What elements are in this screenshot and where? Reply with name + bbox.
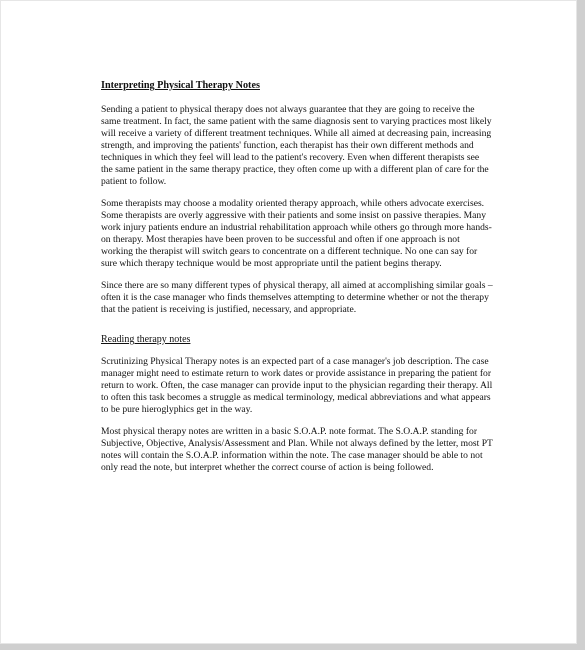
paragraph-3: Since there are so many different types of physical therapy, all aimed at accomplishing similar goals – often it is the case manager who finds themselves attempting to determine whether or not the therapy that the patient is receiving is justified, necessary, and appropriate.	[101, 280, 493, 315]
paragraph-4: Scrutinizing Physical Therapy notes is an expected part of a case manager's job description. The case manager might need to estimate return to work dates or provide assistance in preparing the patient for return to work. Often, the case manager can provide input to the physician regarding their therapy. All to often this task becomes a struggle as medical terminology, medical abbreviations and what appears to be pure hieroglyphics get in the way.	[101, 356, 493, 415]
document-content	[101, 80, 493, 484]
paragraph-2: Some therapists may choose a modality oriented therapy approach, while others advocate exercises. Some therapists are overly aggressive with their patients and some insist on passive therapies. Many work injury patients endure an industrial rehabilitation approach while others go through more hands-on therapy. Most therapies have been proven to be successful and often if one approach is not working the therapist will switch gears to concentrate on a different technique. No one can say for sure which therapy technique would be most appropriate until the patient begins therapy.	[101, 198, 492, 269]
paragraph-1: Sending a patient to physical therapy does not always guarantee that they are going to receive the same treatment. In fact, the same patient with the same diagnosis sent to varying practices most likely will receive a variety of different treatment techniques. While all aimed at decreasing pain, increasing strength, and improving the patients' function, each therapist has their own different methods and techniques in which they feel will lead to the patient's recovery. Even when different therapists see the same patient in the same therapy practice, they often come up with a different plan of care for the patient to follow.	[101, 104, 492, 187]
paragraph-5: Most physical therapy notes are written in a basic S.O.A.P. note format. The S.O.A.P. standing for Subjective, Objective, Analysis/Assessment and Plan. While not always defined by the letter, most PT notes will contain the S.O.A.P. information within the note. The case manager should be able to not only read the note, but interpret whether the correct course of action is being followed.	[101, 426, 493, 473]
document-title: Interpreting Physical Therapy Notes	[101, 80, 260, 91]
section-subtitle: Reading therapy notes	[101, 334, 191, 345]
